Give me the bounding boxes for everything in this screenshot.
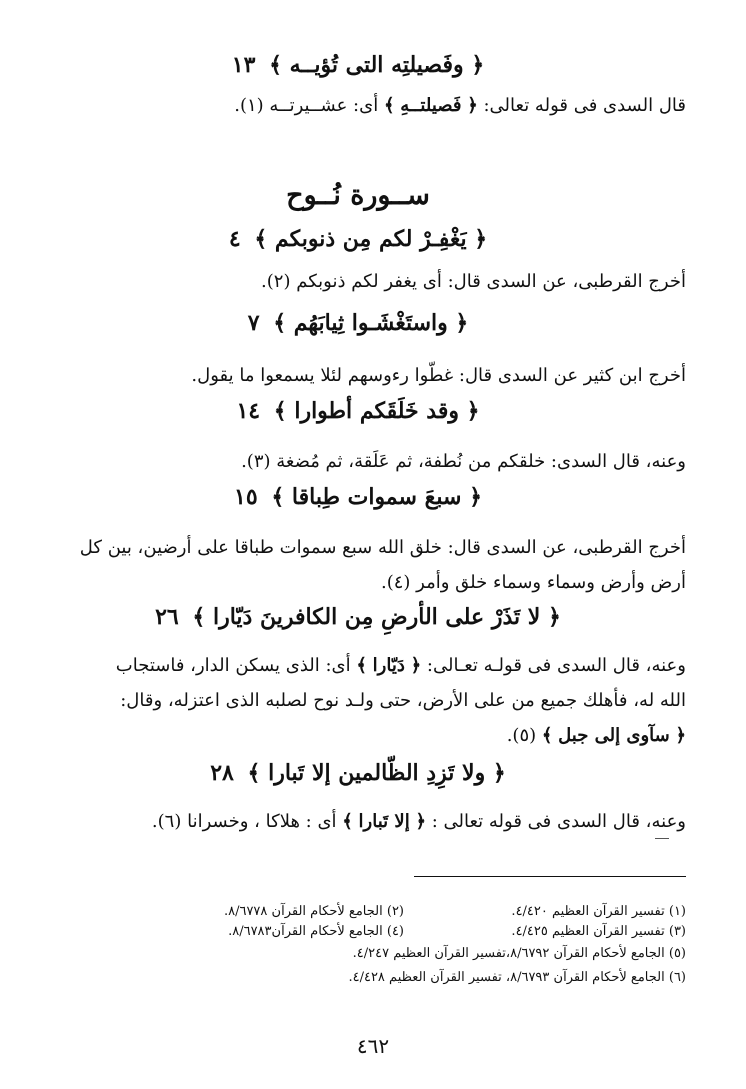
commentary-line: وعنه، قال السدى فى قولـه تعـالى: ﴿ دَيّارا ﴾ أى: الذى يسكن الدار، فاستجاب <box>115 655 686 676</box>
verse-text: واستَغْشَـوا ثِيابَهُم <box>293 310 448 336</box>
footnote: (٦) الجامع لأحكام القرآن ٨/٦٧٩٣، تفسير القرآن العظيم ٤/٤٢٨. <box>348 970 686 985</box>
verse-heading: ﴿ وقد خَلَقَكم أطوارا ﴾ ١٤ <box>236 398 480 424</box>
verse-number: ٢٨ <box>210 760 234 786</box>
verse-text: سبعَ سموات طِباقا <box>291 484 462 510</box>
quoted-word: إلا تَبارا <box>358 811 410 832</box>
quoted-word: دَيّارا <box>372 655 405 676</box>
commentary-line: وعنه، قال السدى: خلقكم من نُطفة، ثم عَلَقة، ثم مُضغة (٣). <box>241 451 686 472</box>
commentary-line: وعنه، قال السدى فى قوله تعالى : ﴿ إلا تَبارا ﴾ أى : هلاكا ، وخسرانا (٦). <box>151 811 686 832</box>
commentary-line: أخرج القرطبى، عن السدى قال: خلق الله سبع سموات طباقا على أرضين، بين كل <box>79 537 686 558</box>
verse-heading: ﴿ سبعَ سموات طِباقا ﴾ ١٥ <box>234 484 482 510</box>
verse-text: ولا تَزِدِ الظّالمين إلا تَبارا <box>268 760 486 786</box>
verse-heading: ﴿ ولا تَزِدِ الظّالمين إلا تَبارا ﴾ ٢٨ <box>210 760 506 786</box>
commentary-line: ﴿ سآوى إلى جبل ﴾ (٥). <box>506 725 686 746</box>
commentary-line: الله له، فأهلك جميع من على الأرض، حتى ولـد نوح لصلبه الذى اعتزله، وقال: <box>120 690 686 711</box>
commentary-line: قال السدى فى قوله تعالى: ﴿ فَصيلتــهِ ﴾ أى: عشــيرتــه (١). <box>234 95 686 116</box>
verse-heading: ﴿ وفَصيلتِه التى تُؤيــه ﴾ ١٣ <box>231 52 485 78</box>
verse-heading: ﴿ واستَغْشَـوا ثِيابَهُم ﴾ ٧ <box>247 310 469 336</box>
margin-mark <box>655 838 669 839</box>
verse-number: ٧ <box>247 310 260 336</box>
footnote: (٥) الجامع لأحكام القرآن ٨/٦٧٩٢،تفسير القرآن العظيم ٤/٢٤٧. <box>352 946 686 961</box>
footnote: (٤) الجامع لأحكام القرآن٨/٦٧٨٣. <box>228 924 404 939</box>
verse-heading: ﴿ يَغْفِـرْ لكم مِن ذنوبكم ﴾ ٤ <box>228 226 488 252</box>
footnote: (٢) الجامع لأحكام القرآن ٨/٦٧٧٨. <box>223 904 404 919</box>
footnote-separator <box>414 876 686 877</box>
verse-text: لا تَذَرْ على الأرضِ مِن الكافرينَ دَيّارا <box>212 604 541 630</box>
commentary-line: أرض وأرض وسماء وسماء خلق وأمر (٤). <box>381 572 686 593</box>
commentary-line: أخرج ابن كثير عن السدى قال: غطّوا رءوسهم لئلا يسمعوا ما يقول. <box>191 365 686 386</box>
footnote: (٣) تفسير القرآن العظيم ٤/٤٢٥. <box>511 924 686 939</box>
page-number: ٤٦٢ <box>356 1034 390 1058</box>
quoted-word: فَصيلتــهِ <box>400 95 462 116</box>
verse-text: وفَصيلتِه التى تُؤيــه <box>289 52 464 78</box>
verse-heading: ﴿ لا تَذَرْ على الأرضِ مِن الكافرينَ دَيّارا ﴾ ٢٦ <box>155 604 561 630</box>
verse-text: يَغْفِـرْ لكم مِن ذنوبكم <box>274 226 467 252</box>
verse-number: ١٥ <box>234 484 258 510</box>
verse-number: ٢٦ <box>155 604 179 630</box>
verse-number: ٤ <box>228 226 241 252</box>
verse-text: وقد خَلَقَكم أطوارا <box>294 398 459 424</box>
verse-number: ١٤ <box>236 398 261 424</box>
commentary-line: أخرج القرطبى، عن السدى قال: أى يغفر لكم ذنوبكم (٢). <box>261 271 686 292</box>
footnote: (١) تفسير القرآن العظيم ٤/٤٢٠. <box>511 904 686 919</box>
surah-title: ســورة نُــوح <box>286 180 430 211</box>
quoted-word: سآوى إلى جبل <box>558 725 670 746</box>
verse-number: ١٣ <box>231 52 256 78</box>
